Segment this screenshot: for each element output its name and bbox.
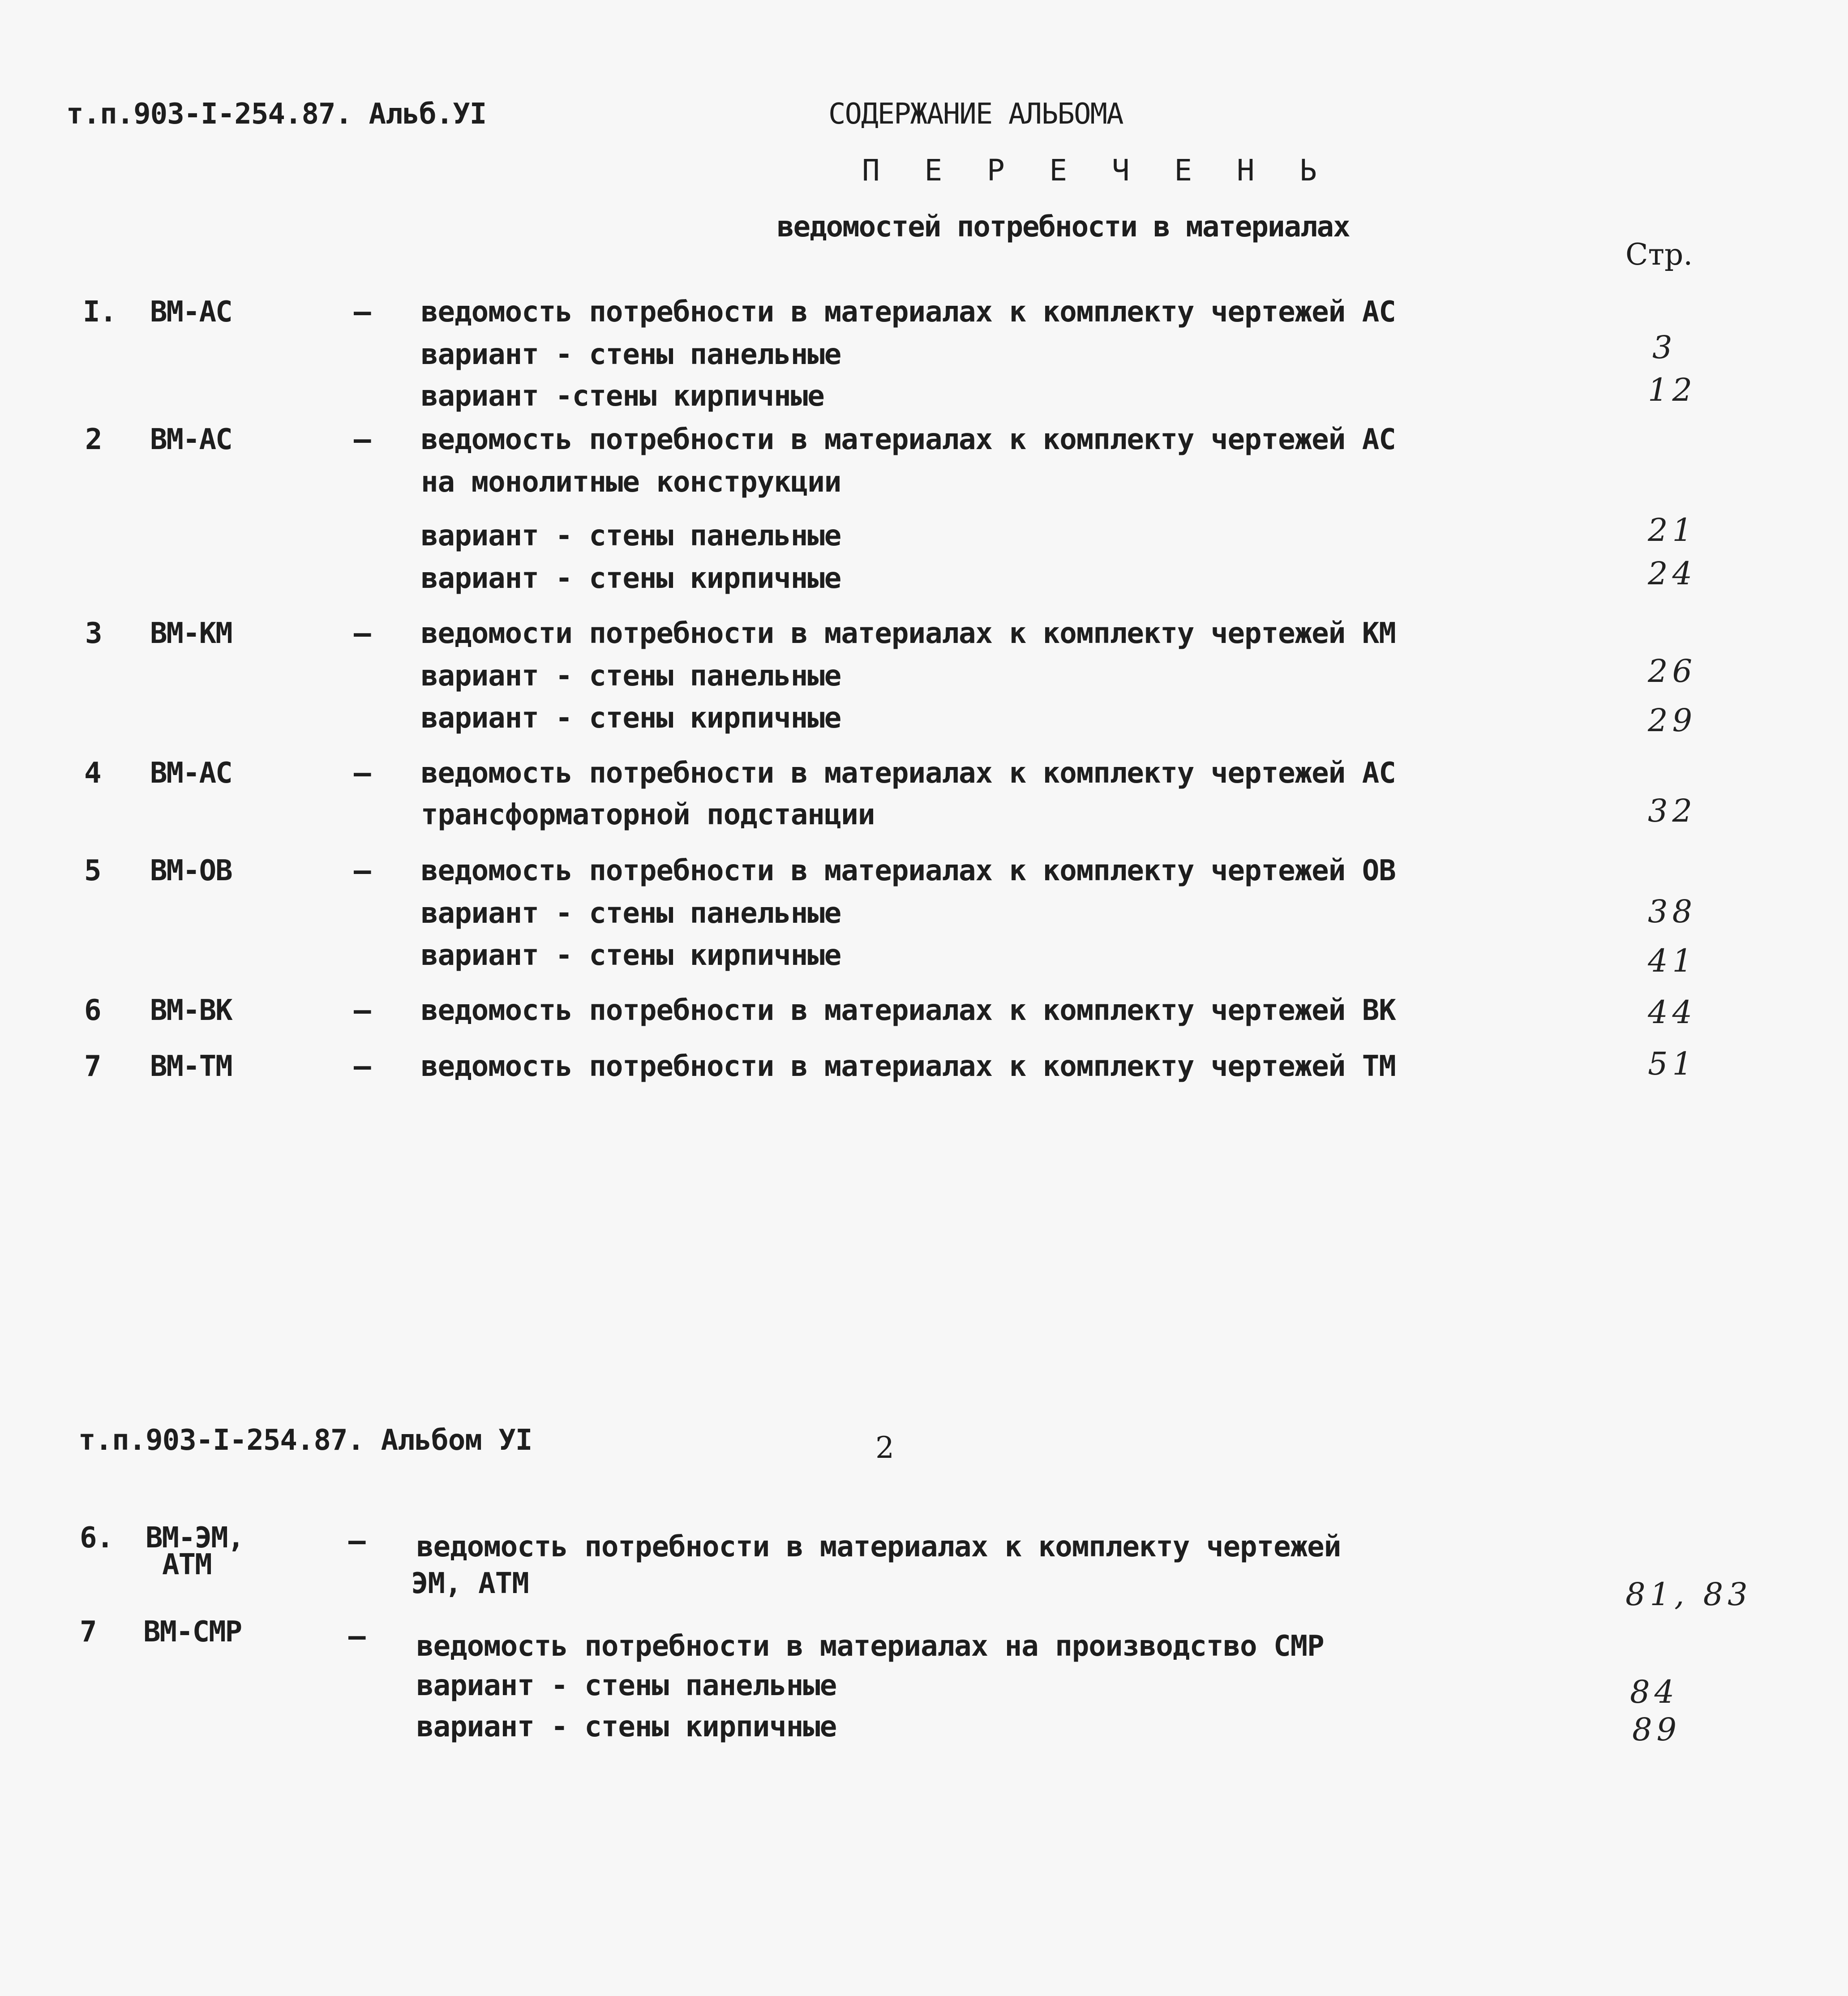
entry-variant: вариант - стены кирпичные [421,702,841,735]
entry-description: ведомость потребности в материалах к комплекту чертежей АС [421,757,1396,790]
entry-dash: – [354,423,371,456]
entry-page: 38 [1648,893,1697,930]
entry-number: 6. [80,1521,114,1555]
entry-variant: вариант - стены панельные [421,897,841,930]
entry-page: 12 [1648,372,1697,408]
entry-code: ВМ-АС [150,423,232,456]
entry-page: 21 [1648,512,1697,548]
entry-description: ведомость потребности в материалах на производство СМР [416,1630,1324,1663]
entry-dash: – [354,757,371,790]
entry-description-continued: на монолитные конструкции [421,466,841,499]
entry-code: ВМ-ВК [150,994,232,1027]
entry-variant: вариант - стены кирпичные [421,562,841,595]
entry-number: 4 [84,757,101,790]
entry-variant: вариант - стены панельные [416,1669,837,1702]
entry-number: 2 [85,423,102,456]
page-number: 2 [875,1431,894,1465]
entry-number: 7 [84,1050,101,1083]
entry-dash: – [348,1525,366,1558]
page-column-header: Стр. [1625,237,1693,272]
entry-code: ВМ-ЭМ, [146,1521,244,1555]
entry-variant: вариант -стены кирпичные [421,380,824,413]
entry-variant: вариант - стены панельные [421,660,841,693]
entry-page: 51 [1648,1045,1697,1082]
entry-description: ведомость потребности в материалах к комплекту чертежей ТМ [421,1050,1396,1083]
entry-variant: вариант - стены панельные [421,519,841,553]
entry-code: ВМ-ОВ [150,854,232,887]
entry-variant: вариант - стены кирпичные [416,1710,837,1743]
entry-description: ведомости потребности в материалах к комплекту чертежей КМ [421,617,1396,650]
list-title: П Е Р Е Ч Е Н Ь [862,153,1331,188]
entry-dash: – [348,1620,366,1653]
entry-number: 6 [84,994,101,1027]
entry-page: 24 [1648,555,1697,592]
entry-code: ВМ-КМ [150,617,232,650]
entry-number: I. [83,296,117,329]
entry-code-continued: АТМ [162,1548,211,1581]
entry-number: 3 [85,617,102,650]
entry-variant: вариант - стены панельные [421,338,841,371]
entry-page: 89 [1632,1711,1681,1748]
entry-description: ведомость потребности в материалах к комплекту чертежей АС [421,423,1396,456]
entry-description: ведомость потребности в материалах к комплекту чертежей АС [421,296,1396,329]
entry-description-continued: ЭМ, АТМ [411,1567,529,1600]
entry-page: 26 [1648,653,1697,690]
entry-number: 7 [80,1615,97,1649]
entry-number: 5 [84,854,101,887]
entry-page: 84 [1630,1674,1679,1710]
entry-description-continued: трансформаторной подстанции [421,798,875,831]
entry-dash: – [354,617,371,650]
entry-description: ведомость потребности в материалах к комплекту чертежей [416,1530,1341,1563]
entry-page: 44 [1648,994,1697,1031]
entry-code: ВМ-АС [150,757,232,790]
entry-code: ВМ-ТМ [150,1050,232,1083]
document-reference: т.п.903-I-254.87. Альб.УI [66,98,487,131]
entry-dash: – [354,994,371,1027]
entry-description: ведомость потребности в материалах к комплекту чертежей ВК [421,994,1396,1027]
list-subtitle: ведомостей потребности в материалах [777,210,1350,244]
entry-code: ВМ-СМР [143,1615,242,1649]
entry-page: 29 [1648,702,1697,739]
entry-dash: – [354,1050,371,1083]
entry-page: 41 [1648,942,1697,979]
entry-page: 32 [1648,792,1697,829]
entry-code: ВМ-АС [150,296,232,329]
album-title: СОДЕРЖАНИЕ АЛЬБОМА [828,98,1123,131]
entry-description: ведомость потребности в материалах к комплекту чертежей ОВ [421,854,1396,887]
entry-variant: вариант - стены кирпичные [421,939,841,972]
entry-dash: – [354,296,371,329]
entry-page: 81, 83 [1625,1576,1752,1613]
entry-page: 3 [1652,329,1677,366]
document-reference: т.п.903-I-254.87. Альбом УI [78,1424,532,1457]
entry-dash: – [354,854,371,887]
